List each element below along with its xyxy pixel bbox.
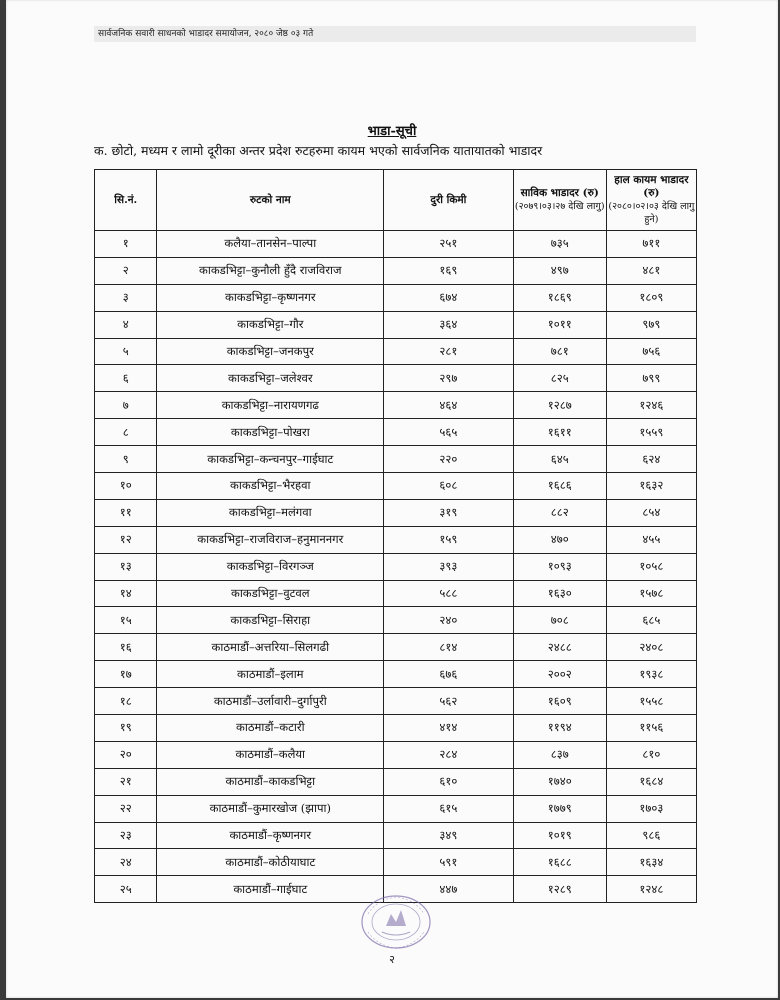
cell-old-fare: १२८७ <box>513 392 606 419</box>
cell-distance: २८१ <box>384 338 514 365</box>
cell-distance: २४० <box>384 607 514 634</box>
cell-old-fare: ८८२ <box>513 499 606 526</box>
cell-route: काठमाडौं–गाईघाट <box>157 876 384 903</box>
cell-old-fare: १७७९ <box>513 795 606 822</box>
cell-route: काकडभिट्टा–सिराहा <box>157 607 384 634</box>
cell-sn: २३ <box>95 822 157 849</box>
header-route: रुटको नाम <box>157 170 384 231</box>
table-row <box>95 231 697 258</box>
cell-old-fare: ४७० <box>513 526 606 553</box>
cell-route: काकडभिट्टा–मलंगवा <box>157 499 384 526</box>
cell-distance: ३४९ <box>384 822 514 849</box>
table-row <box>95 634 697 661</box>
cell-sn: १७ <box>95 661 157 688</box>
cell-sn: २२ <box>95 795 157 822</box>
cell-sn: २१ <box>95 768 157 795</box>
cell-old-fare: १०९३ <box>513 553 606 580</box>
fare-table <box>94 169 697 903</box>
table-body <box>95 231 697 903</box>
cell-sn: ८ <box>95 419 157 446</box>
cell-distance: २५१ <box>384 231 514 258</box>
cell-distance: ६१० <box>384 768 514 795</box>
table-row <box>95 715 697 742</box>
table-row <box>95 795 697 822</box>
cell-distance: १५९ <box>384 526 514 553</box>
cell-route: काकडभिट्टा–विरगञ्ज <box>157 553 384 580</box>
cell-new-fare: १९३८ <box>606 661 696 688</box>
cell-new-fare: १६३२ <box>606 473 696 500</box>
office-seal <box>358 892 434 952</box>
table-row <box>95 392 697 419</box>
header-distance: दुरी किमी <box>384 170 514 231</box>
cell-sn: ११ <box>95 499 157 526</box>
cell-new-fare: ९७९ <box>606 311 696 338</box>
cell-sn: २५ <box>95 876 157 903</box>
table-row <box>95 499 697 526</box>
cell-sn: २४ <box>95 849 157 876</box>
cell-old-fare: १२८९ <box>513 876 606 903</box>
cell-old-fare: ८२५ <box>513 365 606 392</box>
cell-distance: ४१४ <box>384 715 514 742</box>
cell-route: कलैया–तानसेन–पाल्पा <box>157 231 384 258</box>
cell-old-fare: १०११ <box>513 311 606 338</box>
table-row <box>95 849 697 876</box>
cell-old-fare: ७०८ <box>513 607 606 634</box>
cell-route: काठमाडौं–उर्लावारी–दुर्गापुरी <box>157 688 384 715</box>
table-row <box>95 741 697 768</box>
cell-old-fare: २००२ <box>513 661 606 688</box>
cell-new-fare: ७५६ <box>606 338 696 365</box>
cell-distance: ५९१ <box>384 849 514 876</box>
cell-new-fare: १७०३ <box>606 795 696 822</box>
cell-old-fare: १७४० <box>513 768 606 795</box>
cell-route: काकडभिट्टा–नारायणगढ <box>157 392 384 419</box>
cell-distance: १६९ <box>384 257 514 284</box>
cell-old-fare: २४८८ <box>513 634 606 661</box>
cell-new-fare: १८०९ <box>606 284 696 311</box>
cell-new-fare: ६८५ <box>606 607 696 634</box>
cell-new-fare: ९८६ <box>606 822 696 849</box>
cell-route: काकडभिट्टा–कुनौली हुँदै राजविराज <box>157 257 384 284</box>
cell-sn: १० <box>95 473 157 500</box>
cell-sn: ७ <box>95 392 157 419</box>
cell-old-fare: १६८८ <box>513 849 606 876</box>
page-number: २ <box>389 953 395 966</box>
cell-sn: ४ <box>95 311 157 338</box>
cell-route: काठमाडौं–कटारी <box>157 715 384 742</box>
cell-new-fare: २४०८ <box>606 634 696 661</box>
cell-route: काठमाडौं–कुमारखोज (झापा) <box>157 795 384 822</box>
cell-sn: २ <box>95 257 157 284</box>
cell-old-fare: १६०९ <box>513 688 606 715</box>
cell-route: काठमाडौं–कृष्णनगर <box>157 822 384 849</box>
table-row <box>95 419 697 446</box>
cell-sn: ६ <box>95 365 157 392</box>
cell-distance: २९७ <box>384 365 514 392</box>
cell-distance: ५६५ <box>384 419 514 446</box>
table-row <box>95 553 697 580</box>
cell-sn: १६ <box>95 634 157 661</box>
table-row <box>95 473 697 500</box>
cell-sn: १४ <box>95 580 157 607</box>
cell-sn: १५ <box>95 607 157 634</box>
cell-route: काकडभिट्टा–जलेश्वर <box>157 365 384 392</box>
cell-sn: ५ <box>95 338 157 365</box>
cell-distance: ३६४ <box>384 311 514 338</box>
table-row <box>95 257 697 284</box>
cell-distance: २२० <box>384 446 514 473</box>
document-page <box>6 0 778 998</box>
cell-new-fare: ४५५ <box>606 526 696 553</box>
cell-route: काकडभिट्टा–गौर <box>157 311 384 338</box>
cell-old-fare: १६३० <box>513 580 606 607</box>
cell-new-fare: ४८१ <box>606 257 696 284</box>
cell-distance: ५६२ <box>384 688 514 715</box>
cell-route: काठमाडौं–इलाम <box>157 661 384 688</box>
cell-new-fare: १२४६ <box>606 392 696 419</box>
cell-distance: ६१५ <box>384 795 514 822</box>
cell-old-fare: १६८६ <box>513 473 606 500</box>
cell-new-fare: ११५६ <box>606 715 696 742</box>
cell-route: काकडभिट्टा–कन्चनपुर–गाईघाट <box>157 446 384 473</box>
table-row <box>95 526 697 553</box>
table-row <box>95 284 697 311</box>
table-row <box>95 768 697 795</box>
table-row <box>95 822 697 849</box>
table-row <box>95 580 697 607</box>
cell-old-fare: १६११ <box>513 419 606 446</box>
table-row <box>95 311 697 338</box>
cell-sn: १२ <box>95 526 157 553</box>
cell-new-fare: १०५८ <box>606 553 696 580</box>
cell-sn: २० <box>95 741 157 768</box>
cell-distance: ६०८ <box>384 473 514 500</box>
cell-route: काकडभिट्टा–कृष्णनगर <box>157 284 384 311</box>
cell-distance: २८४ <box>384 741 514 768</box>
cell-old-fare: १०१९ <box>513 822 606 849</box>
cell-route: काकडभिट्टा–पोखरा <box>157 419 384 446</box>
cell-distance: ६७६ <box>384 661 514 688</box>
cell-new-fare: ८५४ <box>606 499 696 526</box>
table-row <box>95 446 697 473</box>
cell-distance: ४४७ <box>384 876 514 903</box>
cell-old-fare: ६४५ <box>513 446 606 473</box>
cell-route: काकडभिट्टा–राजविराज–हनुमाननगर <box>157 526 384 553</box>
table-row <box>95 607 697 634</box>
cell-old-fare: ११९४ <box>513 715 606 742</box>
cell-route: काठमाडौं–कोठीयाघाट <box>157 849 384 876</box>
table-row <box>95 661 697 688</box>
cell-route: काकडभिट्टा–भैरहवा <box>157 473 384 500</box>
document-title: भाडा-सूची <box>367 124 417 139</box>
cell-old-fare: १८६९ <box>513 284 606 311</box>
cell-sn: १८ <box>95 688 157 715</box>
cell-old-fare: ७८१ <box>513 338 606 365</box>
cell-new-fare: ७११ <box>606 231 696 258</box>
table-header-row <box>95 170 697 231</box>
cell-new-fare: ६२४ <box>606 446 696 473</box>
cell-new-fare: ८१० <box>606 741 696 768</box>
cell-new-fare: १२४८ <box>606 876 696 903</box>
table-row <box>95 338 697 365</box>
cell-new-fare: १६३४ <box>606 849 696 876</box>
cell-sn: १ <box>95 231 157 258</box>
cell-new-fare: १५५८ <box>606 688 696 715</box>
cell-new-fare: १५५९ <box>606 419 696 446</box>
cell-distance: ८१४ <box>384 634 514 661</box>
document-subtitle: क. छोटो, मध्यम र लामो दूरीका अन्तर प्रदेश रुटहरुमा कायम भएको सार्वजनिक यातायातको भाडादर <box>94 143 543 158</box>
cell-route: काठमाडौं–अत्तरिया–सिलगढी <box>157 634 384 661</box>
cell-route: काठमाडौं–काकडभिट्टा <box>157 768 384 795</box>
cell-distance: ४६४ <box>384 392 514 419</box>
cell-old-fare: ४९७ <box>513 257 606 284</box>
table-row <box>95 688 697 715</box>
cell-distance: ६७४ <box>384 284 514 311</box>
cell-sn: ३ <box>95 284 157 311</box>
header-sn: सि.नं. <box>95 170 157 231</box>
cell-old-fare: ७३५ <box>513 231 606 258</box>
header-old-fare: साविक भाडादर (रु) (२०७९।०३।२७ देखि लागु) <box>513 170 606 231</box>
cell-sn: १३ <box>95 553 157 580</box>
cell-distance: ५८८ <box>384 580 514 607</box>
running-header: सार्वजनिक सवारी साधनको भाडादर समायोजन, २०८० जेष्ठ ०३ गते <box>94 26 696 42</box>
cell-sn: ९ <box>95 446 157 473</box>
header-new-fare: हाल कायम भाडादर (रु) (२०८०।०२।०३ देखि लागु हुने) <box>606 170 696 231</box>
cell-route: काकडभिट्टा–जनकपुर <box>157 338 384 365</box>
cell-route: काकडभिट्टा–वुटवल <box>157 580 384 607</box>
cell-new-fare: १६८४ <box>606 768 696 795</box>
cell-sn: १९ <box>95 715 157 742</box>
cell-old-fare: ८३७ <box>513 741 606 768</box>
cell-new-fare: ७९९ <box>606 365 696 392</box>
cell-distance: ३९३ <box>384 553 514 580</box>
cell-distance: ३१९ <box>384 499 514 526</box>
table-row <box>95 365 697 392</box>
cell-new-fare: १५७८ <box>606 580 696 607</box>
cell-route: काठमाडौं–कलैया <box>157 741 384 768</box>
